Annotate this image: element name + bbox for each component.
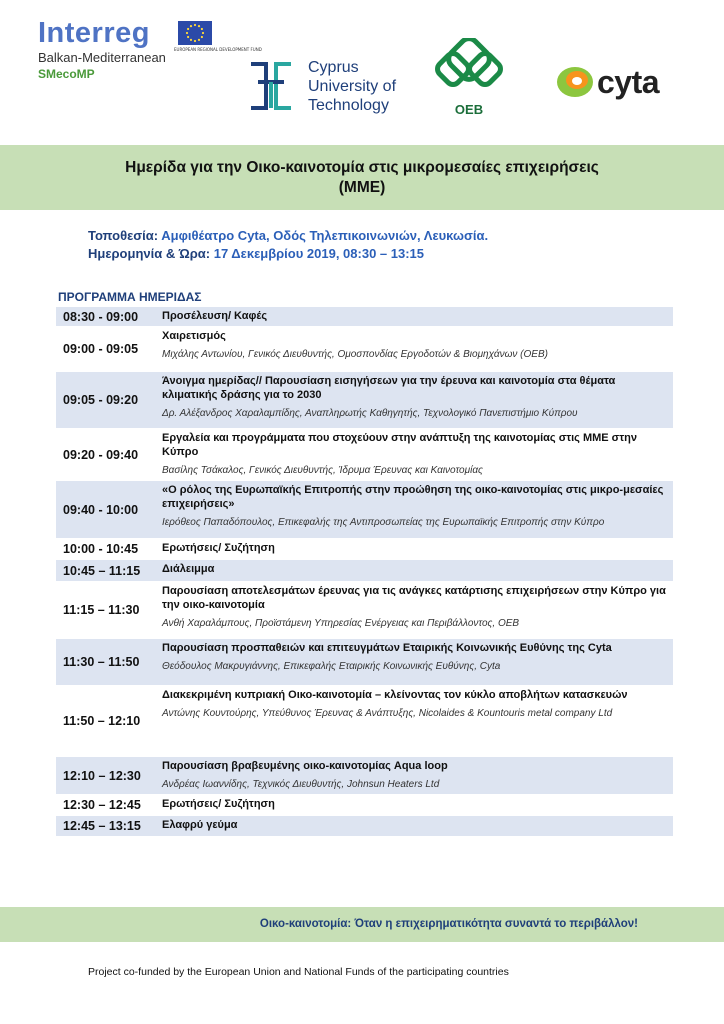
program-topic: Ερωτήσεις/ Συζήτηση [162, 798, 275, 810]
program-topic: Ερωτήσεις/ Συζήτηση [162, 542, 275, 554]
program-topic: Προσέλευση/ Καφές [162, 310, 268, 322]
program-description [160, 560, 673, 581]
program-topic: Άνοιγμα ημερίδας// Παρουσίαση εισηγήσεων για την έρευνα και καινοτομία στα θέματα κλιματικής δράσης για το 2030 [162, 375, 616, 401]
program-description [160, 582, 673, 638]
program-description [160, 686, 673, 756]
program-time: 10:00 - 10:45 [63, 542, 139, 556]
program-topic: Παρουσίαση προσπαθειών και επιτευγμάτων Εταιρικής Κοινωνικής Ευθύνης της Cyta [162, 642, 612, 654]
cofund-note: Project co-funded by the European Union and National Funds of the participating countries [88, 966, 509, 978]
program-time: 09:05 - 09:20 [63, 393, 139, 407]
program-description [160, 429, 673, 480]
program-time: 10:45 – 11:15 [63, 563, 141, 578]
program-topic: Διακεκριμένη κυπριακή Οικο-καινοτομία – κλείνοντας τον κύκλο αποβλήτων κατασκευών [162, 689, 628, 701]
interreg-logo [38, 17, 262, 81]
event-title-line-1: Ημερίδα για την Οικο-καινοτομία στις μικρομεσαίες επιχειρήσεις [125, 158, 599, 176]
interreg-wordmark: Interreg [38, 17, 150, 49]
datetime-label: Ημερομηνία & Ώρα: [88, 246, 211, 261]
program-row [56, 582, 673, 639]
interreg-region: Balkan-Mediterranean [38, 50, 166, 65]
cut-name [308, 58, 396, 115]
event-title-line-2: (ΜΜΕ) [338, 178, 386, 196]
program-row [56, 372, 673, 429]
program-time: 12:30 – 12:45 [63, 798, 141, 812]
program-topic: Διάλειμμα [162, 563, 215, 575]
program-speaker: Δρ. Αλέξανδρος Χαραλαμπίδης, Αναπληρωτής Καθηγητής, Τεχνολογικό Πανεπιστήμιο Κύπρου [162, 408, 578, 419]
program-row [56, 560, 673, 582]
datetime-line [88, 245, 488, 263]
logo-strip [0, 0, 724, 145]
program-time: 11:50 – 12:10 [63, 714, 141, 728]
program-topic: Εργαλεία και προγράμματα που στοχεύουν στην ανάπτυξη της καινοτομίας στις ΜΜΕ στην Κύπρο [162, 432, 637, 458]
oeb-logo [432, 38, 506, 118]
program-row [56, 327, 673, 372]
cyta-logo [555, 62, 675, 102]
program-row [56, 757, 673, 795]
program-speaker: Ιερόθεος Παπαδόπουλος, Επικεφαλής της Αντιπροσωπείας της Ευρωπαϊκής Επιτροπής στην Κύπρο [162, 517, 605, 528]
program-row [56, 429, 673, 481]
footer-band [0, 907, 724, 942]
oeb-knot-icon [432, 38, 506, 102]
oeb-label: OEB [454, 102, 484, 117]
location-line [88, 227, 488, 245]
event-title [62, 158, 662, 198]
program-description [160, 757, 673, 794]
program-speaker: Βασίλης Τσάκαλος, Γενικός Διευθυντής, Ίδρυμα Έρευνας και Καινοτομίας [162, 465, 483, 476]
cut-emblem-icon [248, 58, 294, 114]
program-speaker: Ανθή Χαραλάμπους, Προϊστάμενη Υπηρεσίας Ενέργειας και Περιβάλλοντος, ΟΕΒ [162, 618, 520, 629]
datetime-value: 17 Δεκεμβρίου 2019, 08:30 – 13:15 [213, 246, 424, 261]
location-label: Τοποθεσία: [88, 228, 159, 243]
program-time: 11:15 – 11:30 [63, 603, 140, 617]
program-heading: ΠΡΟΓΡΑΜΜΑ ΗΜΕΡΙΔΑΣ [58, 290, 202, 304]
program-speaker: Μιχάλης Αντωνίου, Γενικός Διευθυντής, Ομοσπονδίας Εργοδοτών & Βιομηχάνων (ΟΕΒ) [162, 349, 548, 360]
cut-name-line-1: Cyprus [308, 59, 359, 76]
program-time: 11:30 – 11:50 [63, 655, 140, 669]
program-description [160, 307, 673, 326]
location-value: Αμφιθέατρο Cyta, Οδός Τηλεπικοινωνιών, Λευκωσία. [161, 228, 489, 243]
event-info [88, 227, 488, 263]
program-description [160, 327, 673, 371]
cut-name-line-3: Technology [308, 97, 389, 114]
program-speaker: Θεόδουλος Μακρυγιάννης, Επικεφαλής Εταιρικής Κοινωνικής Ευθύνης, Cyta [162, 661, 501, 672]
program-time: 09:00 - 09:05 [63, 342, 139, 356]
program-topic: Παρουσίαση αποτελεσμάτων έρευνας για τις ανάγκες κατάρτισης επιχειρήσεων στην Κύπρο για την οικο-καινοτομία [162, 585, 666, 611]
program-speaker: Αντώνης Κουντούρης, Υπεύθυνος Έρευνας & Ανάπτυξης, Nicolaides & Kountouris metal company Ltd [162, 708, 613, 719]
interreg-project: SMecoMP [38, 67, 95, 81]
program-row [56, 481, 673, 539]
program-row [56, 307, 673, 327]
eu-caption: EUROPEAN REGIONAL DEVELOPMENT FUND [174, 47, 262, 52]
title-band [0, 145, 724, 210]
program-description [160, 481, 673, 538]
program-description [160, 816, 673, 836]
program-description [160, 639, 673, 685]
program-row [56, 686, 673, 757]
program-row [56, 539, 673, 560]
program-description [160, 795, 673, 815]
footer-slogan: Οικο-καινοτομία: Όταν η επιχειρηματικότητα συναντά το περιβάλλον! [259, 918, 638, 930]
program-topic: Ελαφρύ γεύμα [162, 819, 238, 831]
program-topic: Χαιρετισμός [162, 330, 226, 342]
program-speaker: Ανδρέας Ιωαννίδης, Τεχνικός Διευθυντής, Johnsun Heaters Ltd [162, 779, 440, 790]
program-row [56, 816, 673, 837]
program-time: 09:40 - 10:00 [63, 502, 139, 517]
program-time: 09:20 - 09:40 [63, 447, 139, 462]
program-time: 12:45 – 13:15 [63, 819, 141, 833]
program-row [56, 639, 673, 686]
cyta-wordmark: cyta [597, 64, 660, 100]
eu-flag-icon [178, 21, 212, 45]
cyta-swirl-icon [555, 62, 599, 102]
cut-name-line-2: University of [308, 78, 397, 95]
program-time: 12:10 – 12:30 [63, 768, 141, 783]
program-table [56, 307, 673, 837]
program-topic: Παρουσίαση βραβευμένης οικο-καινοτομίας Aqua loop [162, 760, 448, 772]
program-description [160, 372, 673, 428]
program-row [56, 795, 673, 816]
program-time: 08:30 - 09:00 [63, 309, 139, 324]
program-topic: «Ο ρόλος της Ευρωπαϊκής Επιτροπής στην προώθηση της οικο-καινοτομίας στις μικρο-μεσαίες επιχειρήσεις» [162, 484, 664, 510]
program-description [160, 539, 673, 559]
